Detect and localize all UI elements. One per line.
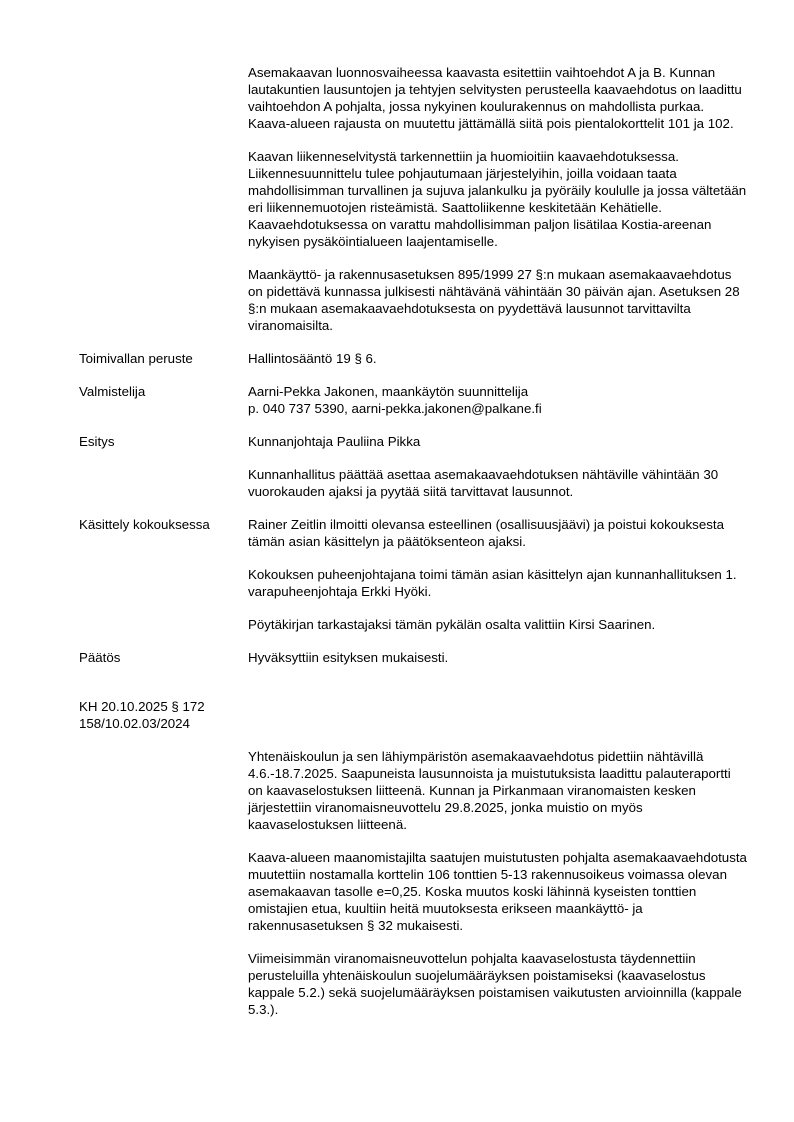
field-value — [248, 649, 748, 682]
intro-paragraph: Maankäyttö- ja rakennusasetuksen 895/1999 27 §:n mukaan asemakaavaehdotus on pidettävä kunnassa julkisesti nähtävänä vähintään 30 päivän ajan. Asetuksen 28 §:n mukaan asemakaavaehdotuksesta on pyydettävä lausunnot tarvittavilta viranomaisilta. — [248, 267, 740, 333]
field-label: Valmistelija — [79, 384, 146, 399]
intro-paragraph: Asemakaavan luonnosvaiheessa kaavasta esitettiin vaihtoehdot A ja B. Kunnan lautakuntien lausuntojen ja tehtyjen selvitysten perusteella kaavaehdotus on laadittu vaihtoehdon A pohjalta, jossa nykyinen koulurakennus on mahdollista purkaa. Kaava-alueen rajausta on muutettu jättämällä siitä pois pientalokorttelit 101 ja 102. — [248, 65, 742, 131]
field-paragraph: Hyväksyttiin esityksen mukaisesti. — [248, 650, 449, 665]
case-reference-kh-line: KH 20.10.2025 § 172 — [79, 699, 205, 714]
field-row-kasittely-kokouksessa — [79, 516, 748, 649]
intro-paragraph: Kaavan liikenneselvitystä tarkennettiin ja huomioitiin kaavaehdotuksessa. Liikennesuunnittelu tulee pohjautumaan järjestelyihin, joilla voidaan taata mahdollisimman turvallinen ja sujuva jalankulku ja pyöräily koululle ja jossa vältetään eri liikennemuotojen risteämistä. Saattoliikenne keskitetään Kehätielle. Kaavaehdotuksessa on varattu mahdollisimman paljon lisätilaa Kostia-areenan nykyisen pysäköintialueen laajentamiselle. — [248, 149, 747, 249]
field-label: Käsittely kokouksessa — [79, 517, 210, 532]
field-paragraph: Rainer Zeitlin ilmoitti olevansa esteellinen (osallisuusjäävi) ja poistui kokouksesta tämän asian käsittelyn ja päätöksenteon ajaksi. — [248, 517, 724, 549]
field-row-paatos — [79, 649, 748, 682]
followup-section — [248, 748, 748, 1034]
preparer-contact-line: p. 040 737 5390, aarni-pekka.jakonen@palkane.fi — [248, 401, 542, 416]
field-value — [248, 350, 748, 383]
followup-paragraph: Viimeisimmän viranomaisneuvottelun pohjalta kaavaselostusta täydennettiin perusteluilla yhtenäiskoulun suojelumääräyksen poistamiseksi (kaavaselostus kappale 5.2.) sekä suojelumääräyksen poistamisen vaikutusten arvioinnilla (kappale 5.3.). — [248, 951, 742, 1017]
followup-paragraph: Kaava-alueen maanomistajilta saatujen muistutusten pohjalta asemakaavaehdotusta muutettiin nostamalla korttelin 106 tonttien 5-13 rakennusoikeus voimassa olevan asemakaavan tasolle e=0,25. Koska muutos koski lähinnä kyseisten tonttien omistajien etua, kuultiin heitä muutoksesta erikseen maankäyttö- ja rakennusasetuksen § 32 mukaisesti. — [248, 850, 747, 933]
field-paragraph: Kunnanjohtaja Pauliina Pikka — [248, 434, 421, 449]
field-paragraph: Kunnanhallitus päättää asettaa asemakaavaehdotuksen nähtäville vähintään 30 vuorokauden ajaksi ja pyytää siitä tarvittavat lausunnot. — [248, 467, 719, 499]
field-label: Päätös — [79, 650, 121, 665]
field-paragraph: Hallintosääntö 19 § 6. — [248, 351, 377, 366]
field-value — [248, 433, 748, 516]
followup-paragraph: Yhtenäiskoulun ja sen lähiympäristön asemakaavaehdotus pidettiin nähtävillä 4.6.-18.7.2025. Saapuneista lausunnoista ja muistutuksista laadittu palauteraportti on kaavaselostuksen liitteenä. Kunnan ja Pirkanmaan viranomaisten kesken järjestettiin viranomaisneuvottelu 29.8.2025, jonka muistio on myös kaavaselostuksen liitteenä. — [248, 749, 731, 832]
field-label: Toimivallan peruste — [79, 351, 193, 366]
case-reference-diary-number: 158/10.02.03/2024 — [79, 716, 190, 731]
field-label: Esitys — [79, 434, 115, 449]
field-paragraph: Kokouksen puheenjohtajana toimi tämän asian käsittelyn ajan kunnanhallituksen 1. varapuheenjohtaja Erkki Hyöki. — [248, 567, 737, 599]
field-paragraph: Pöytäkirjan tarkastajaksi tämän pykälän osalta valittiin Kirsi Saarinen. — [248, 617, 656, 632]
intro-section — [248, 64, 748, 350]
field-row-esitys — [79, 433, 748, 516]
preparer-name-line: Aarni-Pekka Jakonen, maankäytön suunnittelija — [248, 384, 529, 399]
case-reference-block — [79, 698, 748, 732]
field-value — [248, 383, 748, 433]
field-value — [248, 516, 748, 649]
field-paragraph — [248, 383, 748, 417]
field-row-toimivallan-peruste — [79, 350, 748, 383]
field-row-valmistelija — [79, 383, 748, 433]
